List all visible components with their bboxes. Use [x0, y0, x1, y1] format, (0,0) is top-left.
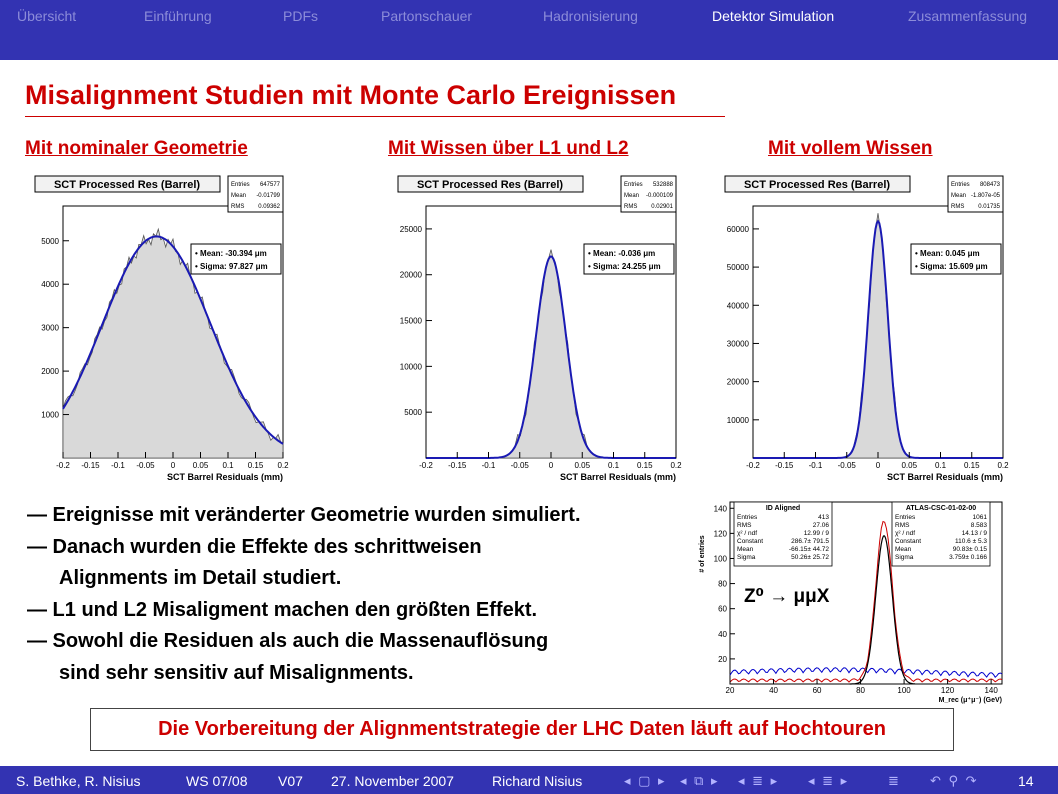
x-tick-label: -0.05 — [837, 461, 856, 470]
fit-mean: • Mean: -30.394 μm — [195, 249, 267, 258]
x-tick-label: 20 — [725, 686, 735, 695]
footer-date: 27. November 2007 — [331, 773, 454, 789]
beamer-nav-search-icon[interactable]: ↶ ⚲ ↷ — [930, 773, 979, 788]
footer-bar — [0, 766, 1058, 794]
x-tick-label: 0.05 — [574, 461, 591, 470]
x-tick-label: 0.15 — [247, 461, 264, 470]
z-plot-svg — [692, 494, 1012, 704]
x-axis-title: SCT Barrel Residuals (mm) — [559, 472, 676, 482]
stats-atlas-csc-label: Constant — [895, 538, 922, 545]
x-tick-label: 0.1 — [222, 461, 234, 470]
y-tick-label: 4000 — [41, 280, 59, 290]
slide-title: Misalignment Studien mit Monte Carlo Ereignissen — [25, 80, 677, 110]
stats-label: Mean — [624, 193, 640, 199]
y-tick-label: 1000 — [41, 410, 59, 420]
y-tick-label: 10000 — [399, 362, 422, 372]
stats-atlas-csc-label: χ² / ndf — [895, 530, 916, 537]
top-navigation — [0, 0, 1058, 60]
column-heading-nominal: Mit nominaler Geometrie — [25, 138, 248, 159]
stats-id-aligned-label: Constant — [737, 538, 764, 545]
fit-sigma: • Sigma: 15.609 μm — [915, 262, 988, 271]
y-tick-label: 60 — [718, 604, 727, 614]
y-tick-label: 100 — [713, 554, 727, 564]
x-tick-label: 140 — [984, 686, 998, 695]
footer-semester: WS 07/08 — [186, 773, 248, 789]
y-tick-label: 60000 — [726, 224, 749, 234]
bullet-item: — Danach wurden die Effekte des schrittweisen — [27, 535, 482, 558]
histogram-svg — [25, 168, 295, 486]
beamer-nav-frame-icon[interactable]: ◂ ▢ ▸ — [624, 773, 667, 788]
histogram-svg — [715, 168, 1015, 486]
y-tick-label: 20000 — [399, 270, 422, 280]
stats-value: 647577 — [259, 182, 280, 188]
x-tick-label: 40 — [769, 686, 778, 695]
callout-box: Die Vorbereitung der Alignmentstrategie der LHC Daten läuft auf Hochtouren — [90, 708, 954, 751]
stats-id-aligned-label: Entries — [737, 514, 758, 521]
x-tick-label: -0.15 — [775, 461, 794, 470]
stats-id-aligned-value: 50.26± 25.72 — [791, 554, 829, 561]
x-axis-title: SCT Barrel Residuals (mm) — [886, 472, 1003, 482]
y-tick-label: 2000 — [41, 367, 59, 377]
x-tick-label: 0 — [170, 461, 176, 470]
title-underline — [25, 116, 725, 117]
y-tick-label: 25000 — [399, 224, 422, 234]
y-tick-label: 3000 — [41, 323, 59, 333]
stats-atlas-csc-label: RMS — [895, 522, 910, 529]
y-tick-label: 5000 — [41, 236, 59, 246]
x-tick-label: 0.2 — [997, 461, 1009, 470]
z-mass-plot — [692, 494, 1012, 704]
x-tick-label: 120 — [940, 686, 955, 695]
stats-label: Entries — [951, 182, 970, 188]
y-tick-label: 5000 — [404, 408, 422, 418]
x-tick-label: -0.05 — [136, 461, 155, 470]
x-tick-label: 0.2 — [277, 461, 289, 470]
histogram-nominal — [25, 168, 295, 486]
x-tick-label: 100 — [897, 686, 911, 695]
nav-item-detektor-simulation[interactable]: Detektor Simulation — [712, 8, 835, 24]
x-tick-label: 0.1 — [607, 461, 620, 470]
beamer-nav-appendix-icon[interactable]: ≣ — [888, 773, 901, 788]
stats-id-aligned-label: Sigma — [737, 554, 756, 561]
x-tick-label: 0 — [548, 461, 554, 470]
stats-label: Mean — [951, 193, 967, 199]
y-tick-label: 140 — [713, 504, 727, 514]
x-tick-label: 80 — [856, 686, 866, 695]
stats-label: Entries — [231, 182, 250, 188]
x-tick-label: 0.05 — [192, 461, 209, 470]
stats-id-aligned-value: 413 — [818, 514, 829, 521]
stats-atlas-csc-value: 8.583 — [970, 522, 987, 529]
stats-id-aligned-label: Mean — [737, 546, 754, 553]
x-tick-label: -0.1 — [808, 461, 823, 470]
stats-id-aligned-value: 286.7± 791.5 — [791, 538, 829, 545]
x-axis-title: SCT Barrel Residuals (mm) — [166, 472, 283, 482]
footer-speaker: Richard Nisius — [492, 773, 583, 789]
x-tick-label: 0.05 — [901, 461, 918, 470]
stats-atlas-csc-label: Entries — [895, 514, 916, 521]
bullet-item: — Ereignisse mit veränderter Geometrie wurden simuliert. — [27, 504, 581, 526]
nav-item-hadronisierung[interactable]: Hadronisierung — [543, 8, 638, 24]
nav-item-partonschauer[interactable]: Partonschauer — [381, 8, 473, 24]
y-tick-label: 20000 — [726, 377, 749, 387]
y-axis-title: # of entries — [699, 535, 706, 573]
x-tick-label: -0.2 — [746, 461, 760, 470]
stats-value: -1.807e-05 — [970, 193, 1000, 199]
x-tick-label: -0.2 — [56, 461, 70, 470]
stats-atlas-csc-value: 110.6 ± 5.3 — [955, 538, 987, 545]
stats-value: -0.01799 — [256, 193, 280, 199]
y-tick-label: 40 — [718, 629, 727, 639]
bullet-item-continuation: sind sehr sensitiv auf Misalignments. — [59, 661, 414, 684]
y-tick-label: 50000 — [726, 263, 749, 273]
stats-value: 0.02901 — [651, 204, 673, 210]
histogram-full — [715, 168, 1015, 486]
fit-sigma: • Sigma: 97.827 μm — [195, 262, 268, 271]
nav-item-pdfs[interactable]: PDFs — [283, 8, 318, 24]
x-tick-label: 0.15 — [636, 461, 653, 470]
column-heading-l1-l2: Mit Wissen über L1 und L2 — [388, 138, 629, 159]
fit-mean: • Mean: 0.045 μm — [915, 249, 980, 258]
nav-item-uebersicht[interactable]: Übersicht — [17, 8, 77, 24]
stats-atlas-csc-label: Sigma — [895, 554, 914, 561]
y-tick-label: 120 — [713, 529, 727, 539]
x-tick-label: -0.1 — [481, 461, 496, 470]
x-tick-label: -0.15 — [448, 461, 467, 470]
x-tick-label: 0 — [875, 461, 881, 470]
x-axis-title: M_rec (μ⁺μ⁻) (GeV) — [938, 697, 1002, 704]
histogram-svg — [388, 168, 688, 486]
stats-label: RMS — [231, 204, 245, 210]
stats-id-aligned-value: -66.15± 44.72 — [788, 546, 829, 553]
y-tick-label: 80 — [718, 579, 727, 589]
stats-id-aligned-title: ID Aligned — [765, 505, 801, 512]
y-tick-label: 30000 — [726, 339, 749, 349]
plot-title: SCT Processed Res (Barrel) — [53, 179, 201, 191]
stats-atlas-csc-value: 90.83± 0.15 — [952, 546, 987, 553]
x-tick-label: 0.1 — [934, 461, 947, 470]
x-tick-label: -0.2 — [419, 461, 433, 470]
x-tick-label: -0.05 — [510, 461, 529, 470]
y-tick-label: 15000 — [399, 316, 422, 326]
stats-atlas-csc-value: 3.759± 0.166 — [949, 554, 987, 561]
x-tick-label: 0.15 — [963, 461, 980, 470]
footer-page-number: 14 — [1018, 773, 1034, 789]
stats-atlas-csc-value: 1061 — [972, 514, 987, 521]
y-tick-label: 40000 — [726, 301, 749, 311]
x-tick-label: -0.1 — [111, 461, 125, 470]
stats-value: 532888 — [652, 182, 673, 188]
y-tick-label: 20 — [718, 654, 727, 664]
stats-label: Mean — [231, 193, 247, 199]
stats-id-aligned-label: RMS — [737, 522, 752, 529]
bullet-item: — L1 und L2 Misaligment machen den größten Effekt. — [27, 598, 538, 621]
fit-mean: • Mean: -0.036 μm — [588, 249, 656, 258]
beamer-nav-section-icon[interactable]: ◂ ≣ ▸ — [738, 773, 780, 788]
stats-value: 0.01735 — [978, 204, 1000, 210]
footer-lecture: V07 — [278, 773, 303, 789]
x-tick-label: 0.2 — [670, 461, 682, 470]
column-heading-full: Mit vollem Wissen — [768, 138, 933, 159]
stats-id-aligned-value: 12.99 / 9 — [803, 530, 829, 537]
stats-label: Entries — [624, 182, 643, 188]
plot-title: SCT Processed Res (Barrel) — [416, 179, 564, 191]
y-tick-label: 10000 — [726, 415, 749, 425]
bullet-list — [27, 500, 687, 689]
stats-atlas-csc-value: 14.13 / 9 — [961, 530, 987, 537]
plot-title: SCT Processed Res (Barrel) — [743, 179, 891, 191]
histogram-l1-l2 — [388, 168, 688, 486]
stats-value: -0.000109 — [645, 193, 673, 199]
beamer-nav-subsection-icon[interactable]: ◂ ⧉ ▸ — [680, 773, 720, 788]
footer-authors: S. Bethke, R. Nisius — [16, 773, 141, 789]
x-tick-label: -0.15 — [81, 461, 100, 470]
stats-atlas-csc-label: Mean — [895, 546, 912, 553]
stats-id-aligned-label: χ² / ndf — [737, 530, 758, 537]
stats-value: 808473 — [979, 182, 1000, 188]
nav-item-einfuehrung[interactable]: Einführung — [144, 8, 212, 24]
stats-atlas-csc-title: ATLAS-CSC-01-02-00 — [905, 505, 977, 512]
bullet-item-continuation: Alignments im Detail studiert. — [59, 567, 342, 589]
stats-label: RMS — [624, 204, 638, 210]
x-tick-label: 60 — [812, 686, 822, 695]
fit-sigma: • Sigma: 24.255 μm — [588, 262, 661, 271]
nav-item-zusammenfassung[interactable]: Zusammenfassung — [908, 8, 1028, 24]
stats-id-aligned-value: 27.06 — [812, 522, 829, 529]
z-annotation: Z⁰ → μμX — [744, 586, 830, 607]
stats-label: RMS — [951, 204, 965, 210]
stats-value: 0.09362 — [258, 204, 280, 210]
bullet-item: — Sowohl die Residuen als auch die Massenauflösung — [27, 630, 549, 652]
beamer-nav-document-icon[interactable]: ◂ ≣ ▸ — [808, 773, 850, 788]
